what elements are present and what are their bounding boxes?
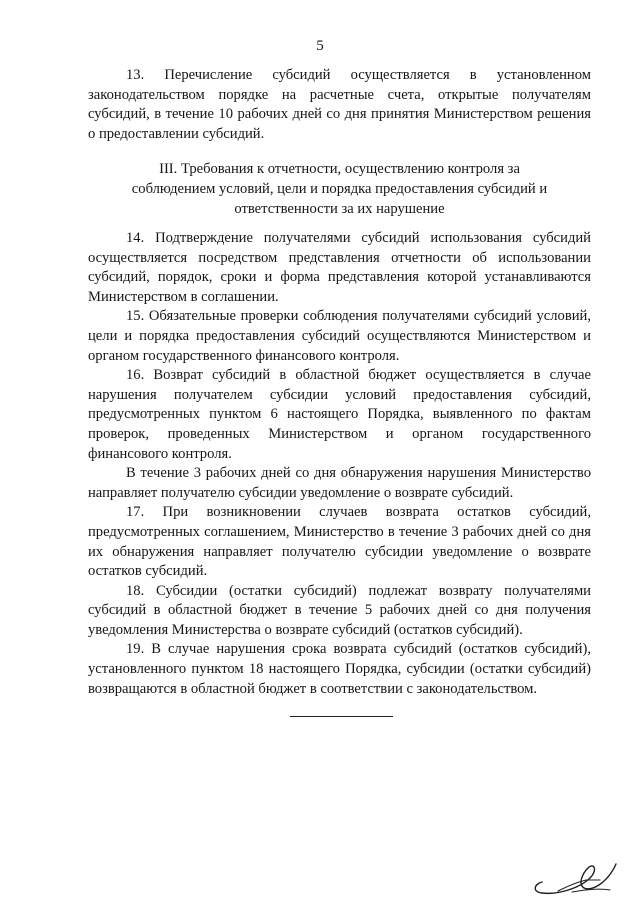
section-heading-line-2: соблюдением условий, цели и порядка предоставления субсидий и [131,180,548,197]
paragraph-14: 14. Подтверждение получателями субсидий использования субсидий осуществляется посредством представления отчетности об использовании субсидий, порядок, сроки и форма представления которой устанавливаются Министерством в соглашении. [88,230,591,305]
page-number: 5 [316,38,324,54]
paragraph-15: 15. Обязательные проверки соблюдения получателями субсидий условий, цели и порядка предоставления субсидий осуществляются Министерством и органом государственного финансового контроля. [88,308,591,364]
section-heading-iii [88,160,591,219]
paragraph-16-notice: В течение 3 рабочих дней со дня обнаружения нарушения Министерство направляет получателю субсидии уведомление о возврате субсидий. [88,465,591,501]
section-iii-body [88,229,591,699]
section-heading-line-3: ответственности за их нарушение [234,200,445,217]
paragraph-13: 13. Перечисление субсидий осуществляется в установленном законодательством порядке на расчетные счета, открытые получателям субсидий, в течение 10 рабочих дней со дня принятия Министерством решения о предоставлении субсидий. [88,67,591,142]
handwritten-signature-icon [528,838,628,898]
section-13-block [88,66,591,144]
paragraph-19: 19. В случае нарушения срока возврата субсидий (остатков субсидий), установленного пунктом 18 настоящего Порядка, субсидии (остатки субсидий) возвращаются в областной бюджет в соответствии с законодательством. [88,641,591,697]
paragraph-16: 16. Возврат субсидий в областной бюджет осуществляется в случае нарушения получателем субсидии условий предоставления субсидий, предусмотренных пунктом 6 настоящего Порядка, выявленного по фактам проверок, проведенных Министерством и органом государственного финансового контроля. [88,367,591,462]
section-heading-line-1: III. Требования к отчетности, осуществлению контроля за [159,161,520,177]
paragraph-18: 18. Субсидии (остатки субсидий) подлежат возврату получателями субсидий в областной бюджет в течение 5 рабочих дней со дня получения уведомления Министерства о возврате субсидий (остатков субсидий). [88,582,591,638]
paragraph-17: 17. При возникновении случаев возврата остатков субсидий, предусмотренных соглашением, Министерство в течение 3 рабочих дней со дня их обнаружения направляет получателю субсидии уведомление о возврате остатков субсидий. [88,504,591,580]
end-of-text-rule [290,716,393,717]
